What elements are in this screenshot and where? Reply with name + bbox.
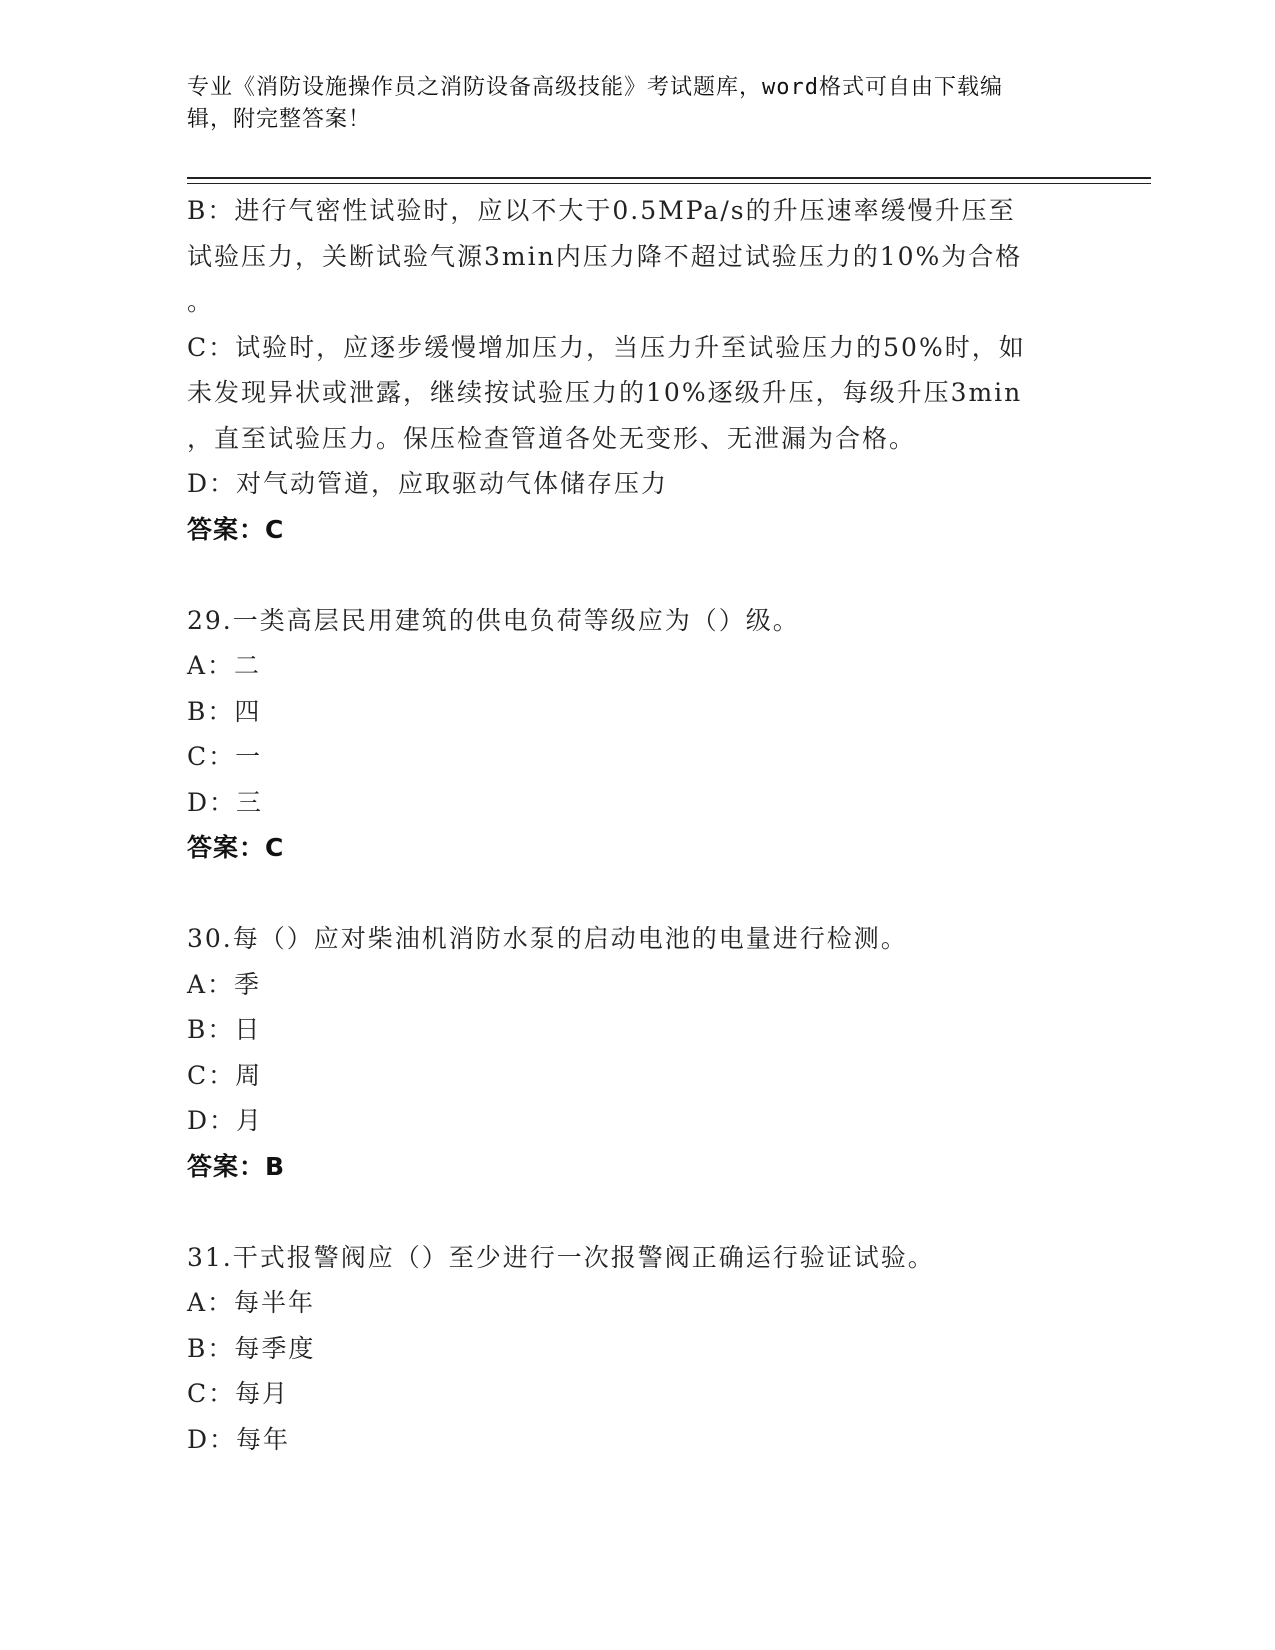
answer: 答案：C (187, 833, 285, 862)
option-d: D：对气动管道，应取驱动气体储存压力 (187, 469, 669, 498)
option-a: A：二 (187, 651, 262, 680)
option-c-line-3: ，直至试验压力。保压检查管道各处无变形、无泄漏为合格。 (187, 423, 917, 453)
prev-question (187, 188, 1067, 552)
header-divider-thin (187, 183, 1151, 184)
option-b-line-2: 试验压力，关断试验气源3min内压力降不超过试验压力的10%为合格 (187, 241, 1023, 271)
option-b: B：日 (187, 1015, 262, 1044)
spacer (187, 1189, 1067, 1235)
option-c-line-1: C：试验时，应逐步缓慢增加压力，当压力升至试验压力的50%时，如 (187, 332, 1026, 362)
option-d: D：月 (187, 1106, 264, 1135)
answer: 答案：B (187, 1151, 286, 1181)
option-c: C：每月 (187, 1379, 290, 1408)
option-b: B：每季度 (187, 1333, 316, 1363)
header-divider-thick (187, 177, 1151, 179)
option-c: C：一 (187, 742, 263, 771)
option-a: A：季 (187, 969, 262, 999)
spacer (187, 871, 1067, 917)
option-c-line-2: 未发现异状或泄露，继续按试验压力的10%逐级升压，每级升压3min (187, 378, 1023, 407)
question-stem: 31.干式报警阀应（）至少进行一次报警阀正确运行验证试验。 (187, 1242, 935, 1272)
option-b-line-1: B：进行气密性试验时，应以不大于0.5MPa/s的升压速率缓慢升压至 (187, 196, 1016, 225)
option-d: D：三 (187, 787, 264, 817)
question-stem: 30.每（）应对柴油机消防水泵的启动电池的电量进行检测。 (187, 924, 908, 953)
header-line-1: 专业《消防设施操作员之消防设备高级技能》考试题库，word格式可自由下载编 (187, 75, 1003, 100)
spacer (187, 552, 1067, 598)
option-d: D：每年 (187, 1424, 291, 1454)
option-a: A：每半年 (187, 1288, 316, 1317)
question-content (187, 188, 1067, 1462)
page-header (187, 72, 1067, 136)
option-c: C：周 (187, 1060, 263, 1090)
header-line-2: 辑，附完整答案！ (187, 107, 372, 132)
question-30 (187, 916, 1067, 1189)
question-29 (187, 598, 1067, 871)
option-b-line-3: 。 (187, 287, 215, 316)
question-31 (187, 1235, 1067, 1463)
answer: 答案：C (187, 514, 285, 544)
option-b: B：四 (187, 696, 262, 726)
question-stem: 29.一类高层民用建筑的供电负荷等级应为（）级。 (187, 605, 800, 635)
